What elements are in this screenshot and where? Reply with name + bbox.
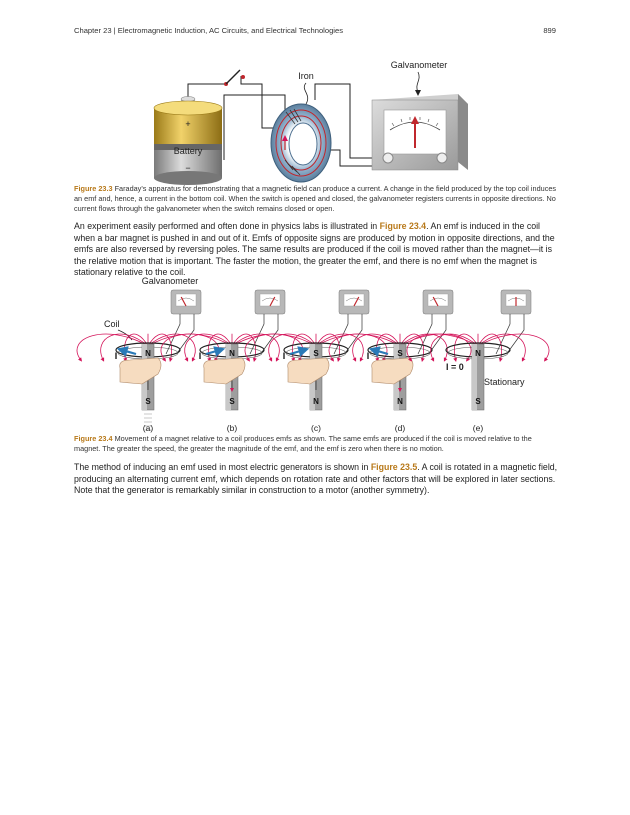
magnet-pole-top: S xyxy=(313,349,319,358)
galvanometer xyxy=(372,94,468,170)
paragraph-2 xyxy=(74,462,558,497)
figure-23-3-caption-label: Figure 23.3 xyxy=(74,184,113,193)
figure-23-4-caption xyxy=(74,434,558,454)
mini-galvanometer-face xyxy=(428,294,448,306)
chapter-title: Chapter 23 | Electromagnetic Induction, AC Circuits, and Electrical Technologies xyxy=(74,26,344,35)
panel-label-d: (d) xyxy=(394,423,406,433)
paragraph-2-text-start: The method of inducing an emf used in most electric generators is shown in xyxy=(74,462,371,472)
battery-label: Battery xyxy=(173,146,203,156)
paragraph-1 xyxy=(74,221,558,279)
hand xyxy=(372,358,413,384)
battery-minus-label: − xyxy=(185,163,191,173)
paragraph-2-text-end: . A coil is rotated in a magnetic field, producing an alternating current emf, which depends on rotation rate and other factors that will be explored in later sections. Note that the generator is remarkably similar in construction to a motor (another symmetry). xyxy=(74,462,558,496)
figure-23-3-caption-text: Faraday's apparatus for demonstrating that a magnetic field can produce a current. A change in the field produced by the top coil induces an emf and, hence, a current in the bottom coil. When the switch is opened and closed, the galvanometer registers currents in opposite directions. No current flows through the galvanometer when the switch remains closed or open. xyxy=(74,184,557,213)
figure-23-4-caption-label: Figure 23.4 xyxy=(74,434,113,443)
hand xyxy=(120,358,161,384)
iron-label: Iron xyxy=(298,71,314,81)
paragraph-1-text-start: An experiment easily performed and often done in physics labs is illustrated in xyxy=(74,221,380,231)
wire xyxy=(430,314,446,352)
magnet-pole-top: N xyxy=(229,349,235,358)
magnet-pole-bottom: N xyxy=(313,397,319,406)
mini-galvanometer-face xyxy=(344,294,364,306)
battery-plus-label: + xyxy=(185,119,191,129)
figure-23-4-link[interactable]: Figure 23.4 xyxy=(379,221,427,231)
current-label: I xyxy=(114,351,118,361)
coil-label: Coil xyxy=(104,319,120,329)
wire xyxy=(508,314,524,352)
fig4-galvanometer-label: Galvanometer xyxy=(141,276,199,286)
magnet-pole-top: N xyxy=(475,349,481,358)
magnet-pole-bottom: S xyxy=(475,397,481,406)
panel-label-e: (e) xyxy=(472,423,484,433)
hand xyxy=(204,358,245,384)
magnet-pole-bottom: S xyxy=(145,397,151,406)
magnet-pole-bottom: N xyxy=(397,397,403,406)
iron-ring xyxy=(271,104,331,182)
figure-23-5-link[interactable]: Figure 23.5 xyxy=(370,462,418,472)
current-label: I xyxy=(282,351,286,361)
paragraph-1-text-end: . An emf is induced in the coil when a bar magnet is pushed in and out of it. Emfs of opposite signs are produced by motion in opposite directions, and the emfs are also reversed by reversing poles. The same results are produced if the coil is moved rather than the magnet—it is the relative motion that is important. The faster the motion, the greater the emf, and there is no emf when the magnet is stationary relative to the coil. xyxy=(74,221,555,278)
panel-label-a: (a) xyxy=(142,423,154,433)
wire xyxy=(262,314,278,352)
magnet-pole-bottom: S xyxy=(229,397,235,406)
hand xyxy=(288,358,329,384)
current-label: I xyxy=(366,351,370,361)
panel-label-c: (c) xyxy=(311,423,321,433)
figure-23-4-caption-text: Movement of a magnet relative to a coil produces emfs as shown. The same emfs are produced if the coil is moved relative to the magnet. The greater the speed, the greater the magnitude of the emf, and the emf is zero when there is no motion. xyxy=(74,434,532,453)
panel-a xyxy=(77,290,219,430)
panel-label-b: (b) xyxy=(226,423,238,433)
magnet-pole-top: S xyxy=(397,349,403,358)
galvanometer-label: Galvanometer xyxy=(390,60,448,70)
i-zero-label: I = 0 xyxy=(446,362,464,372)
stationary-label: Stationary xyxy=(484,377,525,387)
wire xyxy=(178,314,194,352)
magnet-pole-top: N xyxy=(145,349,151,358)
wire xyxy=(346,314,362,352)
figure-23-4-illustration xyxy=(0,272,630,437)
figure-23-3-caption xyxy=(74,184,558,214)
figure-23-3-illustration xyxy=(0,0,630,190)
mini-galvanometer-face xyxy=(260,294,280,306)
mini-galvanometer-face xyxy=(176,294,196,306)
page-number: 899 xyxy=(543,26,556,35)
current-label: I xyxy=(198,351,202,361)
